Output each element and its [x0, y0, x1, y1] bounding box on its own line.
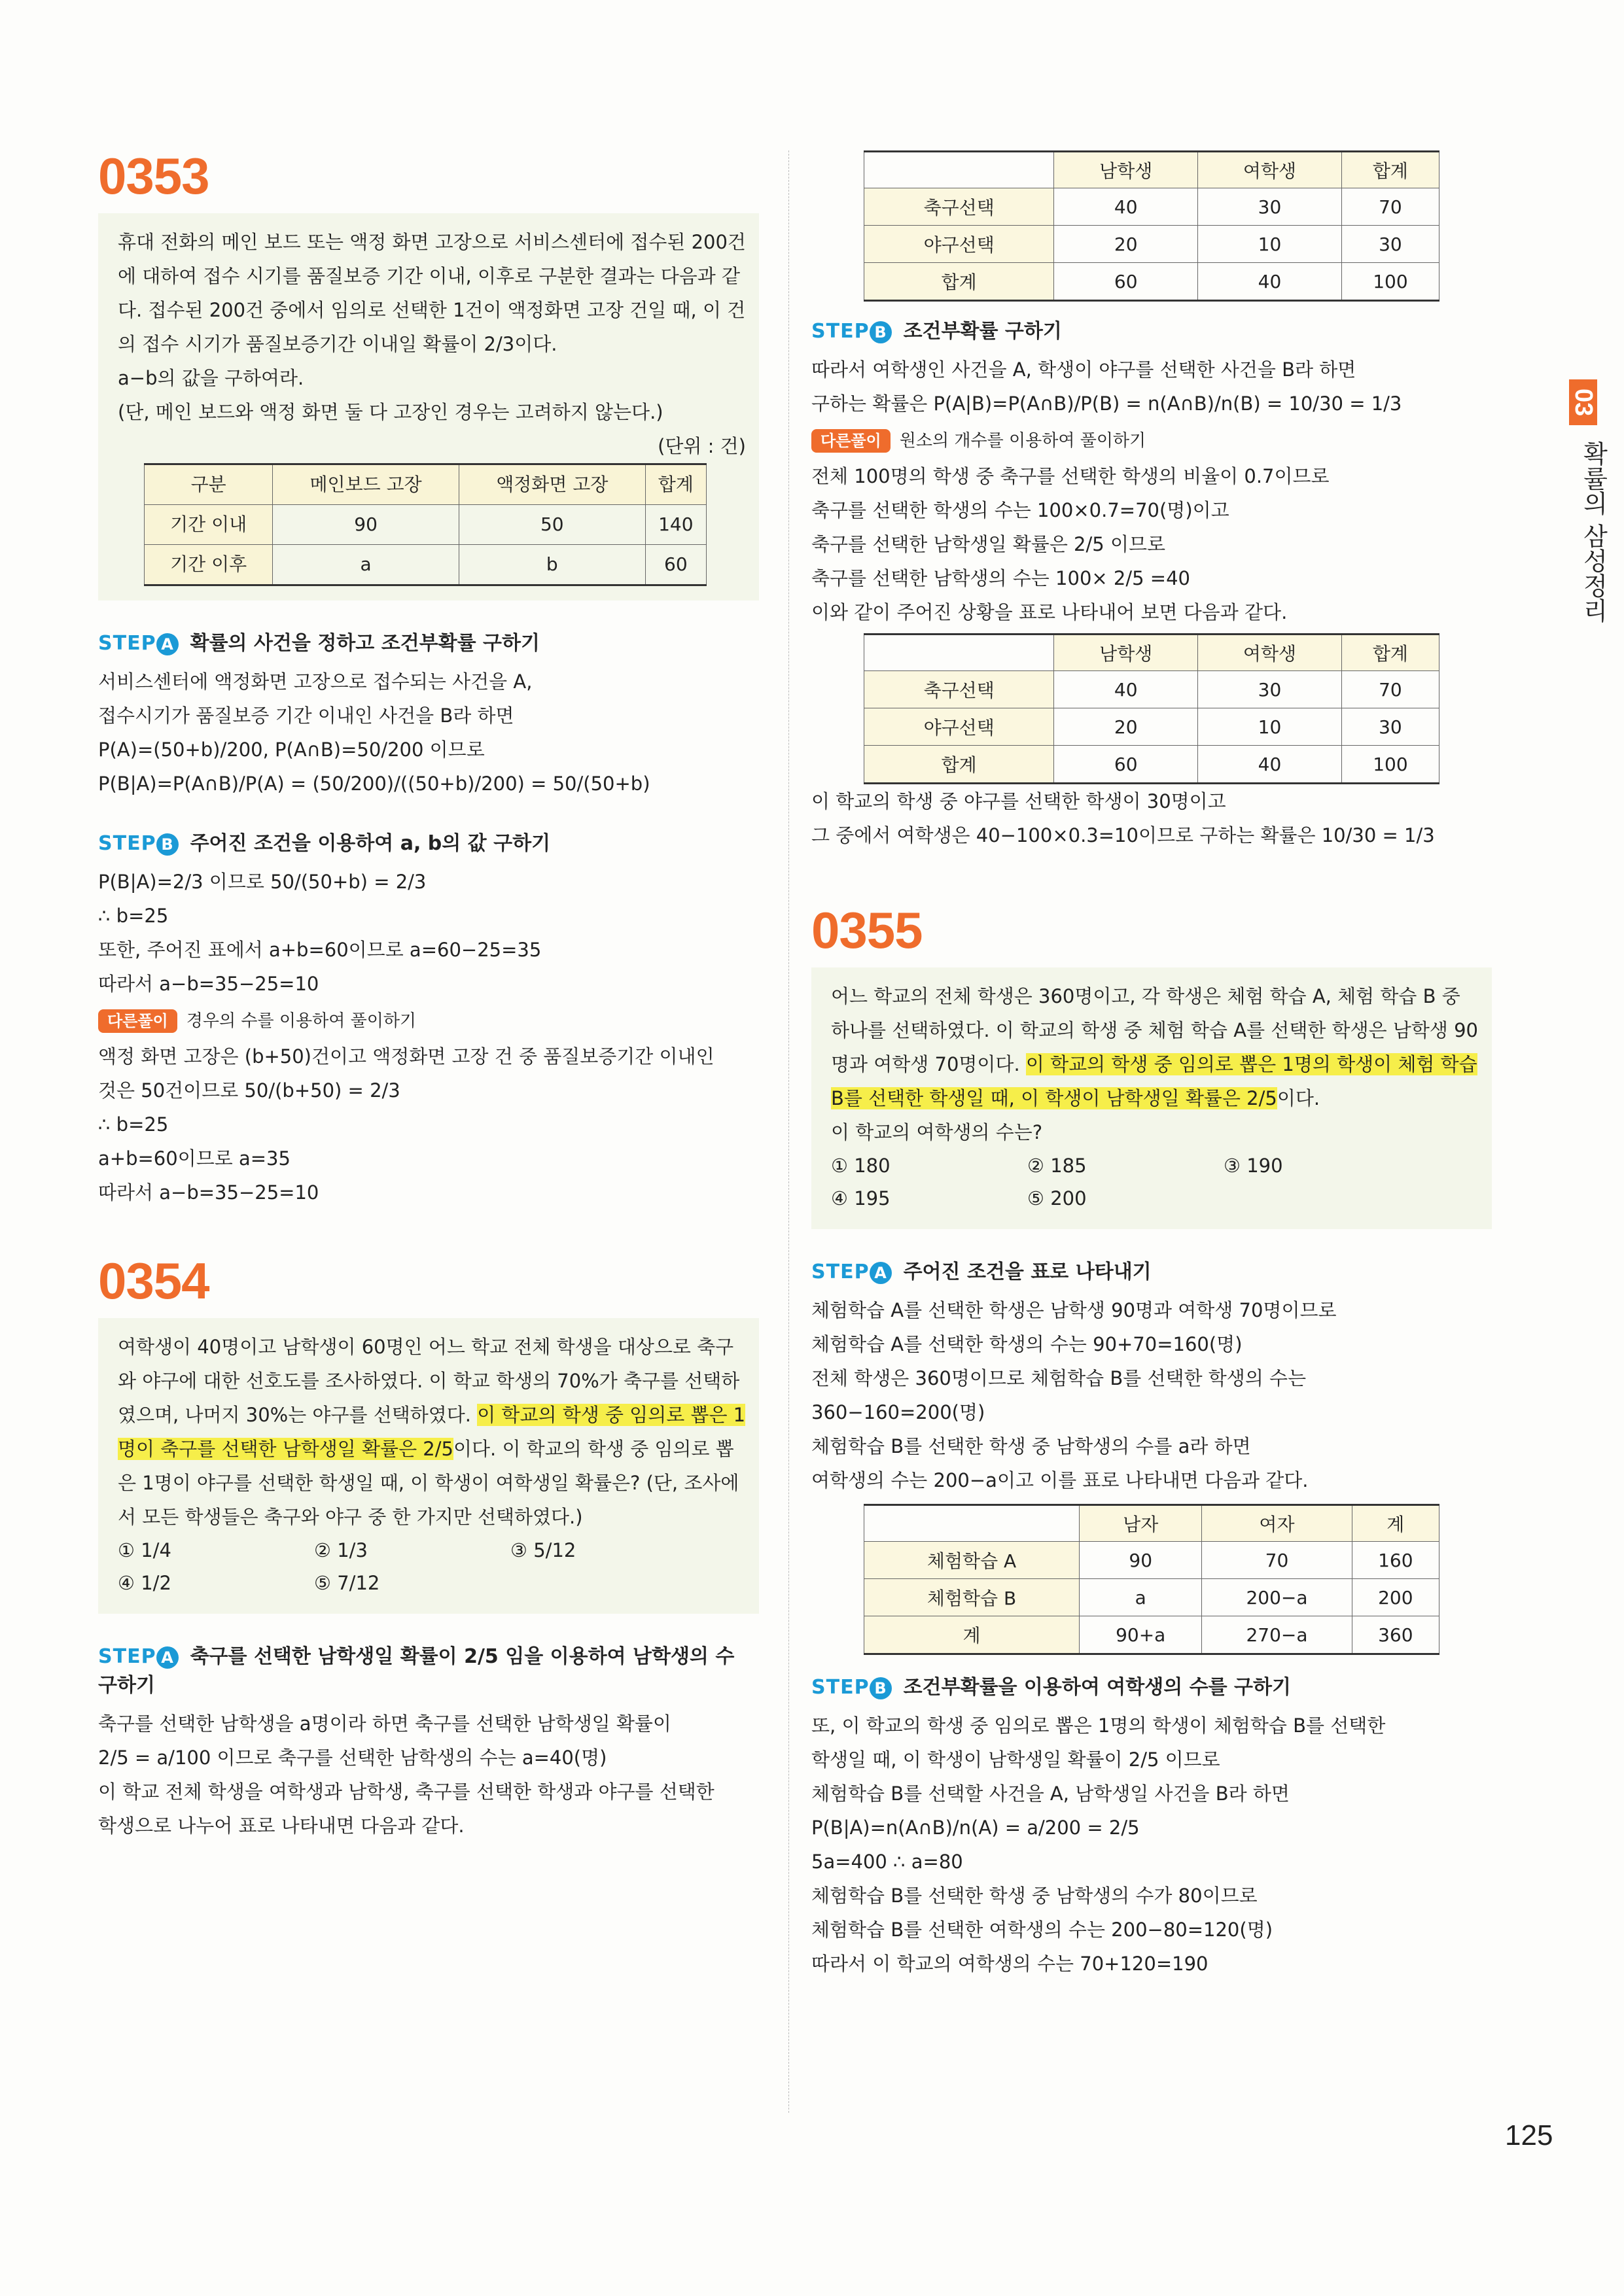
solution-line: 서비스센터에 액정화면 고장으로 접수되는 사건을 A, — [98, 670, 533, 693]
table-cell: 140 — [645, 505, 706, 545]
solution-line: a+b=60이므로 a=35 — [98, 1147, 291, 1170]
step-title: 조건부확률 구하기 — [903, 320, 1062, 343]
solution-line: 체험학습 B를 선택할 사건을 A, 남학생일 사건을 B라 하면 — [811, 1783, 1290, 1805]
highlighted-condition: 이 학교의 학생 중 임의로 뽑은 1명의 학생이 체험 학습 B를 선택한 학생일 때, 이 학생이 남학생일 확률은 2/5 — [831, 1053, 1477, 1109]
solution-line: 이 학교 전체 학생을 여학생과 남학생, 축구를 선택한 학생과 야구를 선택한 — [98, 1781, 715, 1803]
table-cell: 40 — [1054, 671, 1198, 708]
data-table-0354 — [864, 150, 1439, 302]
table-cell: 30 — [1341, 226, 1439, 263]
answer-options — [831, 1149, 1479, 1215]
table-cell: 360 — [1352, 1616, 1439, 1654]
table-cell: 40 — [1054, 188, 1198, 226]
table-row — [864, 746, 1439, 784]
option-2[interactable]: ② 1/3 — [314, 1539, 368, 1561]
question-box-0355 — [811, 967, 1492, 1229]
step-letter-badge: A — [156, 633, 179, 655]
table-header: 구분 — [145, 464, 273, 505]
problem-number-0353: 0353 — [98, 147, 209, 205]
table-header: 남학생 — [1054, 152, 1198, 188]
option-5[interactable]: ⑤ 7/12 — [314, 1572, 380, 1594]
table-row — [864, 671, 1439, 708]
table-cell: 60 — [1054, 746, 1198, 784]
table-header: 메인보드 고장 — [273, 464, 459, 505]
solution-line: 축구를 선택한 학생의 수는 100×0.7=70(명)이고 — [811, 499, 1229, 521]
step-letter-badge: A — [156, 1646, 179, 1669]
table-header: 여학생 — [1198, 152, 1342, 188]
column-divider — [788, 150, 789, 2113]
question-text: 여학생이 40명이고 남학생이 60명인 어느 학교 전체 학생을 대상으로 축구와 야구에 대한 선호도를 조사하였다. 이 학교 학생의 70%가 축구를 선택하였으며, 나머지 30%는 야구를 선택하였다. 이 학교의 학생 중 임의로 뽑은 1명이 축구를 선택한 남학생일 확률은 2/5이다. 이 학교의 학생 중 임의로 뽑은 1명이 야구를 선택한 학생일 때, 이 학생이 여학생일 확률은? (단, 조사에서 모든 학생들은 축구와 야구 중 한 가지만 선택하였다.) — [118, 1336, 746, 1528]
solution-line: 접수시기가 품질보증 기간 이내인 사건을 B라 하면 — [98, 704, 514, 727]
alt-solution-body — [811, 459, 1492, 629]
option-5[interactable]: ⑤ 200 — [1027, 1187, 1087, 1209]
solution-line: 따라서 여학생인 사건을 A, 학생이 야구를 선택한 사건을 B라 하면 — [811, 358, 1356, 381]
question-text: 휴대 전화의 메인 보드 또는 액정 화면 고장으로 서비스센터에 접수된 200건에 대하여 접수 시기를 품질보증 기간 이내, 이후로 구분한 결과는 다음과 같다. 접수된 200건 중에서 임의로 선택한 1건이 액정화면 고장 건일 때, 이 건의 접수 시기가 품질보증기간 이내일 확률이 2/3이다. — [118, 231, 746, 355]
highlighted-condition: 이 학교의 학생 중 임의로 뽑은 1명이 축구를 선택한 남학생일 확률은 2/5 — [118, 1404, 746, 1460]
solution-line: 전체 학생은 360명이므로 체험학습 B를 선택한 학생의 수는 — [811, 1367, 1307, 1389]
step-b-heading: STEP B 주어진 조건을 이용하여 a, b의 값 구하기 — [98, 832, 551, 855]
solution-line: P(B|A)=P(A∩B)/P(A) = (50/200)/((50+b)/200) = 50/(50+b) — [98, 773, 650, 795]
table-cell: 체험학습 A — [864, 1542, 1080, 1579]
step-letter-badge: A — [870, 1262, 892, 1284]
option-3[interactable]: ③ 5/12 — [510, 1539, 576, 1561]
table-cell: 90+a — [1080, 1616, 1202, 1654]
solution-line: 학생으로 나누어 표로 나타내면 다음과 같다. — [98, 1815, 465, 1837]
table-header: 합계 — [645, 464, 706, 505]
step-b-body — [98, 865, 759, 1001]
problem-number-0354: 0354 — [98, 1252, 209, 1310]
table-row — [864, 1542, 1439, 1579]
table-header: 여학생 — [1198, 635, 1342, 671]
table-cell: a — [1080, 1579, 1202, 1616]
table-cell: 합계 — [864, 263, 1054, 301]
table-header: 합계 — [1341, 635, 1439, 671]
right-column — [811, 150, 1492, 1981]
table-row — [864, 226, 1439, 263]
step-b-heading: STEP B 조건부확률 구하기 — [811, 320, 1062, 343]
solution-line: 체험학습 A를 선택한 학생의 수는 90+70=160(명) — [811, 1333, 1243, 1355]
table-cell: 200−a — [1202, 1579, 1352, 1616]
solution-line: 체험학습 B를 선택한 학생 중 남학생의 수를 a라 하면 — [811, 1435, 1251, 1457]
table-cell: 20 — [1054, 708, 1198, 746]
solution-line: 따라서 a−b=35−25=10 — [98, 973, 319, 995]
table-row — [864, 1616, 1439, 1654]
table-cell: 160 — [1352, 1542, 1439, 1579]
step-a-body — [98, 665, 759, 801]
step-b-body — [811, 1709, 1492, 1981]
chapter-side-tab — [1569, 379, 1610, 623]
option-4[interactable]: ④ 1/2 — [118, 1572, 171, 1594]
table-cell: 야구선택 — [864, 708, 1054, 746]
table-cell: a — [273, 545, 459, 585]
table-cell: 60 — [645, 545, 706, 585]
solution-line: 이와 같이 주어진 상황을 표로 나타내어 보면 다음과 같다. — [811, 601, 1288, 623]
solution-line: ∴ b=25 — [98, 905, 169, 927]
table-cell: 100 — [1341, 263, 1439, 301]
solution-line: 5a=400 ∴ a=80 — [811, 1851, 963, 1873]
table-row — [864, 1579, 1439, 1616]
table-row — [864, 708, 1439, 746]
solution-line: 학생일 때, 이 학생이 남학생일 확률이 2/5 이므로 — [811, 1748, 1220, 1771]
step-letter-badge: B — [870, 1677, 892, 1699]
solution-line: 또한, 주어진 표에서 a+b=60이므로 a=60−25=35 — [98, 939, 542, 961]
table-cell: 기간 이후 — [145, 545, 273, 585]
left-column — [98, 147, 759, 1843]
solution-line: 따라서 a−b=35−25=10 — [98, 1181, 319, 1204]
alt-solution-badge: 다른풀이 — [811, 429, 891, 453]
table-cell: 체험학습 B — [864, 1579, 1080, 1616]
table-cell: 70 — [1202, 1542, 1352, 1579]
page-number: 125 — [1505, 2119, 1553, 2151]
option-4[interactable]: ④ 195 — [831, 1187, 891, 1209]
table-cell: 90 — [1080, 1542, 1202, 1579]
option-3[interactable]: ③ 190 — [1224, 1155, 1283, 1177]
solution-line: 체험학습 B를 선택한 여학생의 수는 200−80=120(명) — [811, 1919, 1273, 1941]
step-b-body — [811, 353, 1492, 421]
step-letter-badge: B — [156, 833, 179, 856]
option-1[interactable]: ① 180 — [831, 1155, 891, 1177]
solution-line: 따라서 이 학교의 여학생의 수는 70+120=190 — [811, 1953, 1209, 1975]
step-letter-badge: B — [870, 321, 892, 343]
table-header: 액정화면 고장 — [459, 464, 645, 505]
step-a-body — [811, 1293, 1492, 1497]
solution-line: 축구를 선택한 남학생을 a명이라 하면 축구를 선택한 남학생일 확률이 — [98, 1713, 671, 1735]
alt-solution-badge: 다른풀이 — [98, 1009, 177, 1033]
question-text: 어느 학교의 전체 학생은 360명이고, 각 학생은 체험 학습 A, 체험 학습 B 중 하나를 선택하였다. 이 학교의 학생 중 체험 학습 A를 선택한 학생은 남학생 90명과 여학생 70명이다. 이 학교의 학생 중 임의로 뽑은 1명의 학생이 체험 학습 B를 선택한 학생일 때, 이 학생이 남학생일 확률은 2/5이다. — [831, 985, 1478, 1109]
table-header — [864, 635, 1054, 671]
alt-solution-body — [98, 1039, 759, 1209]
table-cell: 30 — [1341, 708, 1439, 746]
table-cell: 축구선택 — [864, 188, 1054, 226]
step-a-heading: STEP A 확률의 사건을 정하고 조건부확률 구하기 — [98, 632, 540, 655]
question-box-0354 — [98, 1318, 759, 1614]
alt-solution-title: 경우의 수를 이용하여 풀이하기 — [186, 1011, 417, 1031]
table-cell: 20 — [1054, 226, 1198, 263]
table-row — [145, 505, 707, 545]
step-title: 축구를 선택한 남학생일 확률이 2/5 임을 이용하여 남학생의 수 구하기 — [98, 1645, 735, 1697]
solution-line: 360−160=200(명) — [811, 1401, 985, 1423]
answer-options — [118, 1534, 746, 1599]
solution-line: 것은 50건이므로 50/(b+50) = 2/3 — [98, 1079, 400, 1102]
step-a-heading: STEP A 주어진 조건을 표로 나타내기 — [811, 1261, 1152, 1283]
table-unit: (단위 : 건) — [658, 435, 746, 457]
table-cell: 40 — [1198, 746, 1342, 784]
solution-line: 구하는 확률은 P(A|B)=P(A∩B)/P(B) = n(A∩B)/n(B) = 10/30 = 1/3 — [811, 392, 1402, 415]
solution-line: P(B|A)=2/3 이므로 50/(50+b) = 2/3 — [98, 871, 427, 893]
solution-line: P(B|A)=n(A∩B)/n(A) = a/200 = 2/5 — [811, 1817, 1140, 1839]
question-note: (단, 메인 보드와 액정 화면 둘 다 고장인 경우는 고려하지 않는다.) — [118, 401, 663, 423]
table-cell: b — [459, 545, 645, 585]
table-header: 남자 — [1080, 1505, 1202, 1542]
table-cell: 10 — [1198, 226, 1342, 263]
table-cell: 50 — [459, 505, 645, 545]
step-title: 주어진 조건을 이용하여 a, b의 값 구하기 — [190, 832, 551, 855]
alt-solution-title: 원소의 개수를 이용하여 풀이하기 — [899, 431, 1146, 451]
table-cell: 100 — [1341, 746, 1439, 784]
table-cell: 70 — [1341, 188, 1439, 226]
table-cell: 합계 — [864, 746, 1054, 784]
solution-line: P(A)=(50+b)/200, P(A∩B)=50/200 이므로 — [98, 739, 485, 761]
table-header — [864, 152, 1054, 188]
table-cell: 60 — [1054, 263, 1198, 301]
step-a-body — [98, 1707, 759, 1843]
step-title: 확률의 사건을 정하고 조건부확률 구하기 — [190, 632, 540, 655]
data-table-0355 — [864, 1504, 1439, 1655]
table-header: 남학생 — [1054, 635, 1198, 671]
table-cell: 40 — [1198, 263, 1342, 301]
table-cell: 70 — [1341, 671, 1439, 708]
solution-line: 여학생의 수는 200−a이고 이를 표로 나타내면 다음과 같다. — [811, 1469, 1309, 1491]
table-header: 합계 — [1341, 152, 1439, 188]
problem-number-0355: 0355 — [811, 901, 923, 959]
question-box-0353 — [98, 213, 759, 600]
alt-solution-conclusion — [811, 784, 1492, 852]
table-cell: 30 — [1198, 671, 1342, 708]
table-cell: 200 — [1352, 1579, 1439, 1616]
step-title: 조건부확률을 이용하여 여학생의 수를 구하기 — [903, 1676, 1291, 1699]
solution-line: ∴ b=25 — [98, 1113, 169, 1136]
data-table-0353 — [144, 463, 707, 586]
solution-line: 축구를 선택한 남학생의 수는 100× 2/5 =40 — [811, 567, 1191, 589]
table-header: 여자 — [1202, 1505, 1352, 1542]
solution-line: 축구를 선택한 남학생일 확률은 2/5 이므로 — [811, 533, 1165, 555]
solution-line: 또, 이 학교의 학생 중 임의로 뽑은 1명의 학생이 체험학습 B를 선택한 — [811, 1714, 1386, 1737]
solution-line: 2/5 = a/100 이므로 축구를 선택한 남학생의 수는 a=40(명) — [98, 1747, 607, 1769]
table-header — [864, 1505, 1080, 1542]
table-row — [864, 263, 1439, 301]
table-row — [864, 188, 1439, 226]
table-cell: 270−a — [1202, 1616, 1352, 1654]
alt-solution-heading — [98, 1007, 759, 1033]
step-b-heading: STEP B 조건부확률을 이용하여 여학생의 수를 구하기 — [811, 1676, 1291, 1699]
chapter-title: 확률의 삼성정리 — [1579, 441, 1608, 623]
question-ask: 이 학교의 여학생의 수는? — [831, 1121, 1043, 1143]
table-cell: 축구선택 — [864, 671, 1054, 708]
solution-line: 그 중에서 여학생은 40−100×0.3=10이므로 구하는 확률은 10/30 = 1/3 — [811, 824, 1435, 846]
table-cell: 30 — [1198, 188, 1342, 226]
table-header: 계 — [1352, 1505, 1439, 1542]
option-1[interactable]: ① 1/4 — [118, 1539, 171, 1561]
table-cell: 10 — [1198, 708, 1342, 746]
question-text: a−b의 값을 구하여라. — [118, 367, 304, 389]
table-cell: 계 — [864, 1616, 1080, 1654]
table-row — [145, 545, 707, 585]
step-a-heading: STEP A 축구를 선택한 남학생일 확률이 2/5 임을 이용하여 남학생의 수 구하기 — [98, 1645, 735, 1697]
alt-data-table-0354 — [864, 633, 1439, 784]
chapter-number: 03 — [1569, 379, 1597, 425]
solution-line: 체험학습 A를 선택한 학생은 남학생 90명과 여학생 70명이므로 — [811, 1299, 1337, 1321]
solution-line: 전체 100명의 학생 중 축구를 선택한 학생의 비율이 0.7이므로 — [811, 465, 1330, 487]
alt-solution-heading — [811, 427, 1492, 453]
table-cell: 90 — [273, 505, 459, 545]
table-cell: 기간 이내 — [145, 505, 273, 545]
solution-line: 이 학교의 학생 중 야구를 선택한 학생이 30명이고 — [811, 790, 1226, 812]
solution-line: 체험학습 B를 선택한 학생 중 남학생의 수가 80이므로 — [811, 1885, 1258, 1907]
step-title: 주어진 조건을 표로 나타내기 — [903, 1261, 1152, 1283]
option-2[interactable]: ② 185 — [1027, 1155, 1087, 1177]
solution-line: 액정 화면 고장은 (b+50)건이고 액정화면 고장 건 중 품질보증기간 이내인 — [98, 1045, 715, 1068]
table-cell: 야구선택 — [864, 226, 1054, 263]
